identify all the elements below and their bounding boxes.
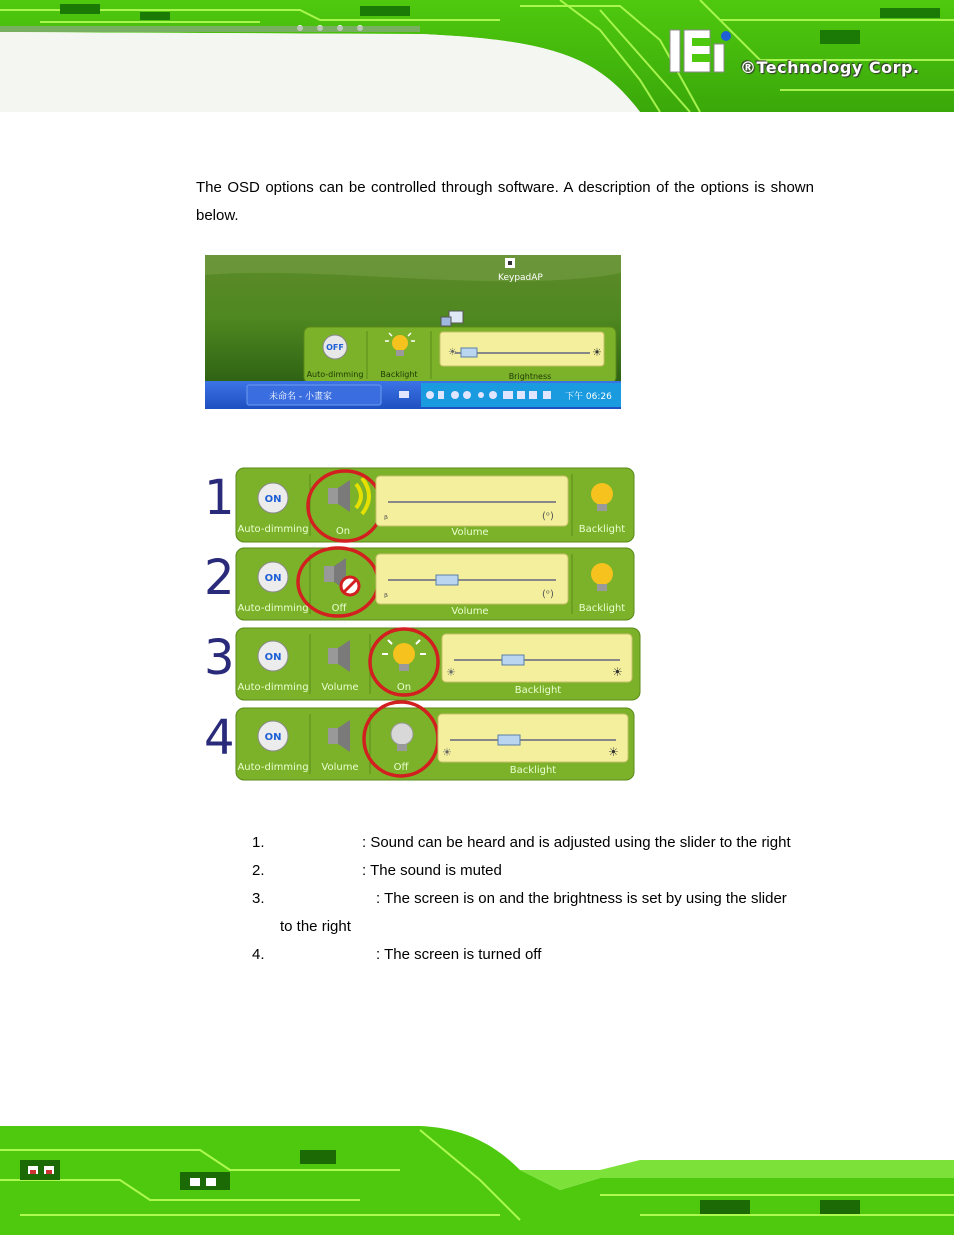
- svg-text:ON: ON: [264, 494, 282, 505]
- circuit-board-graphic: [0, 1120, 954, 1235]
- footer-banner: [0, 1120, 954, 1235]
- svg-text:ON: ON: [264, 573, 282, 584]
- auto-dimming-on-button[interactable]: [258, 483, 288, 513]
- list-item-number: 4.: [252, 946, 265, 963]
- auto-dimming-on-button[interactable]: [258, 641, 288, 671]
- backlight-label: Backlight: [578, 524, 626, 535]
- svg-text:(ᵒ): (ᵒ): [542, 589, 554, 600]
- svg-text:☀: ☀: [612, 665, 623, 679]
- backlight-label: Backlight: [380, 370, 418, 379]
- osd-options-figure: [200, 464, 646, 784]
- auto-dimming-label: Auto-dimming: [237, 524, 309, 535]
- svg-text:☀: ☀: [608, 745, 619, 759]
- taskbar-task-label: 未命名 - 小畫家: [269, 392, 332, 402]
- svg-text:ᵦ: ᵦ: [384, 589, 389, 600]
- svg-text:(ᵒ): (ᵒ): [542, 511, 554, 522]
- list-item-text: : The screen is turned off: [376, 946, 542, 963]
- osd-desktop-screenshot: [205, 255, 621, 409]
- brightness-slider[interactable]: [440, 332, 604, 366]
- panel-number: 1: [204, 470, 235, 526]
- desktop-shortcut-icon[interactable]: [505, 258, 515, 268]
- list-item-continuation: to the right: [280, 918, 351, 935]
- backlight-label: Backlight: [514, 685, 562, 696]
- backlight-label: Backlight: [578, 603, 626, 614]
- auto-dimming-on-button[interactable]: [258, 562, 288, 592]
- auto-dimming-label: Auto-dimming: [237, 603, 309, 614]
- osd-panel-backlight-on: [204, 628, 640, 700]
- panel-number: 2: [204, 550, 235, 606]
- intro-paragraph: The OSD options can be controlled through software. A description of the options is shown below.: [196, 179, 814, 224]
- panel-number: 4: [204, 710, 235, 766]
- volume-slider[interactable]: [376, 476, 568, 526]
- slider-thumb[interactable]: [502, 655, 524, 665]
- backlight-slider[interactable]: [438, 714, 628, 762]
- osd-panel-volume-off: [204, 548, 634, 620]
- panel-number: 3: [204, 630, 235, 686]
- auto-dimming-label: Auto-dimming: [306, 370, 364, 379]
- volume-label: Volume: [321, 762, 359, 773]
- svg-text:ON: ON: [264, 652, 282, 663]
- list-item-number: 1.: [252, 834, 265, 851]
- volume-slider[interactable]: [376, 554, 568, 604]
- desktop-icon-label: KeypadAP: [498, 273, 543, 283]
- off-badge: OFF: [326, 343, 344, 352]
- list-item-text: : The sound is muted: [362, 862, 502, 879]
- volume-label: Volume: [321, 682, 359, 693]
- header-banner: [0, 0, 954, 112]
- backlight-slider[interactable]: [442, 634, 632, 682]
- svg-text:☀: ☀: [442, 746, 452, 759]
- circuit-board-graphic: [0, 0, 954, 112]
- sound-on-label: On: [335, 526, 351, 537]
- slider-thumb[interactable]: [498, 735, 520, 745]
- auto-dimming-label: Auto-dimming: [237, 762, 309, 773]
- svg-text:ON: ON: [264, 732, 282, 743]
- auto-dimming-on-button[interactable]: [258, 721, 288, 751]
- brightness-label: Brightness: [508, 372, 552, 381]
- svg-text:ᵦ: ᵦ: [384, 511, 389, 522]
- volume-label: Volume: [451, 606, 489, 617]
- backlight-on-label: On: [396, 682, 412, 693]
- sound-off-label: Off: [331, 603, 347, 614]
- backlight-label: Backlight: [509, 765, 557, 776]
- osd-panel-backlight-off: [204, 702, 634, 780]
- svg-text:☀: ☀: [448, 347, 457, 358]
- list-item-text: : Sound can be heard and is adjusted using the slider to the right: [362, 834, 791, 851]
- svg-text:☀: ☀: [446, 666, 456, 679]
- svg-text:☀: ☀: [592, 346, 602, 359]
- slider-thumb[interactable]: [436, 575, 458, 585]
- volume-label: Volume: [451, 527, 489, 538]
- company-name: ®Technology Corp.: [740, 58, 920, 77]
- iei-logo-icon: [670, 30, 731, 72]
- list-item-text: : The screen is on and the brightness is set by using the slider: [376, 890, 787, 907]
- auto-dimming-label: Auto-dimming: [237, 682, 309, 693]
- auto-dimming-off-button[interactable]: [323, 335, 347, 359]
- taskbar-clock: 下午 06:26: [565, 392, 612, 402]
- backlight-off-label: Off: [393, 762, 409, 773]
- list-item-number: 2.: [252, 862, 265, 879]
- list-item-number: 3.: [252, 890, 265, 907]
- osd-panel-volume-on: [204, 468, 634, 542]
